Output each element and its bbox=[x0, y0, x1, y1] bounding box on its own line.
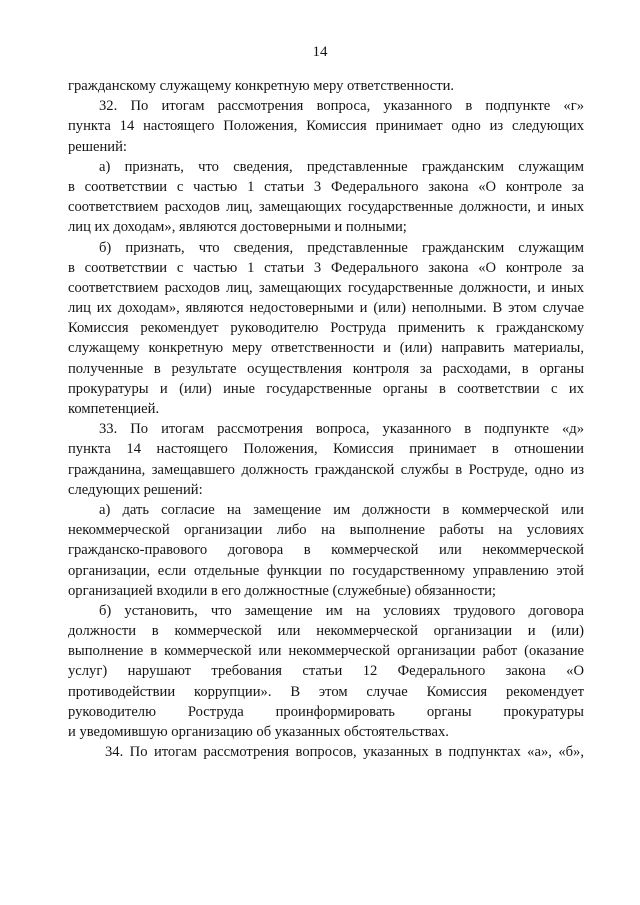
text-line: полученные в результате осуществления контроля за расходами, в органы bbox=[68, 360, 584, 377]
text-line: пункта 14 настоящего Положения, Комиссия принимает одно из следующих bbox=[68, 118, 584, 135]
text-line: гражданскому служащему конкретную меру ответственности. bbox=[68, 78, 455, 94]
text-line: лиц их доходам», являются достоверными и полными; bbox=[68, 219, 407, 236]
text-line: противодействии коррупции». В этом случае Комиссия рекомендует bbox=[68, 683, 584, 700]
text-line: 32. По итогам рассмотрения вопроса, указанного в подпункте «г» bbox=[99, 98, 584, 115]
text-line: должности в коммерческой или некоммерческой организации и (или) bbox=[68, 623, 584, 640]
text-line: а) признать, что сведения, представленные гражданским служащим bbox=[99, 158, 584, 175]
text-line: организации, если отдельные функции по государственному управлению этой bbox=[68, 562, 584, 579]
text-line: 34. По итогам рассмотрения вопросов, указанных в подпунктах «а», «б», bbox=[105, 744, 584, 761]
text-line: соответствием расходов лиц, замещающих государственные должности, и иных bbox=[68, 279, 584, 296]
text-line: 33. По итогам рассмотрения вопроса, указанного в подпункте «д» bbox=[99, 421, 584, 438]
text-line: в соответствии с частью 1 статьи 3 Федерального закона «О контроле за bbox=[68, 259, 584, 276]
text-line: служащему конкретную меру ответственности и (или) направить материалы, bbox=[68, 340, 584, 357]
text-line: гражданина, замещавшего должность гражданской службы в Роструде, одно из bbox=[68, 461, 584, 478]
text-line: выполнение в коммерческой или некоммерческой организации работ (оказание bbox=[68, 643, 584, 660]
text-line: б) установить, что замещение им на условиях трудового договора bbox=[99, 602, 584, 619]
text-line: и уведомившую организацию об указанных обстоятельствах. bbox=[68, 724, 449, 740]
text-line: некоммерческой организации либо на выполнение работы на условиях bbox=[68, 522, 584, 539]
text-line: услуг) нарушают требования статьи 12 Федерального закона «О bbox=[68, 663, 584, 680]
text-line: руководителю Роструда проинформировать органы прокуратуры bbox=[68, 703, 584, 720]
text-line: соответствием расходов лиц, замещающих государственные должности, и иных bbox=[68, 199, 584, 216]
text-line: лиц их доходам», являются недостоверными и (или) неполными. В этом случае bbox=[68, 300, 584, 317]
text-line: следующих решений: bbox=[68, 481, 203, 498]
text-line: пункта 14 настоящего Положения, Комиссия принимает в отношении bbox=[68, 441, 584, 458]
text-line: компетенцией. bbox=[68, 401, 160, 417]
text-line: гражданско-правового договора в коммерческой или некоммерческой bbox=[68, 542, 584, 559]
document-body bbox=[68, 76, 584, 762]
text-line: б) признать, что сведения, представленные гражданским служащим bbox=[99, 239, 584, 256]
text-line: организацией входили в его должностные (служебные) обязанности; bbox=[68, 582, 496, 599]
text-line: решений: bbox=[68, 138, 127, 155]
page-number: 14 bbox=[312, 44, 328, 60]
text-line: прокуратуры и (или) иные государственные органы в соответствии с их bbox=[68, 380, 584, 397]
text-line: Комиссия рекомендует руководителю Роструда применить к гражданскому bbox=[68, 320, 584, 337]
text-line: а) дать согласие на замещение им должности в коммерческой или bbox=[99, 501, 584, 518]
text-line: в соответствии с частью 1 статьи 3 Федерального закона «О контроле за bbox=[68, 178, 584, 195]
